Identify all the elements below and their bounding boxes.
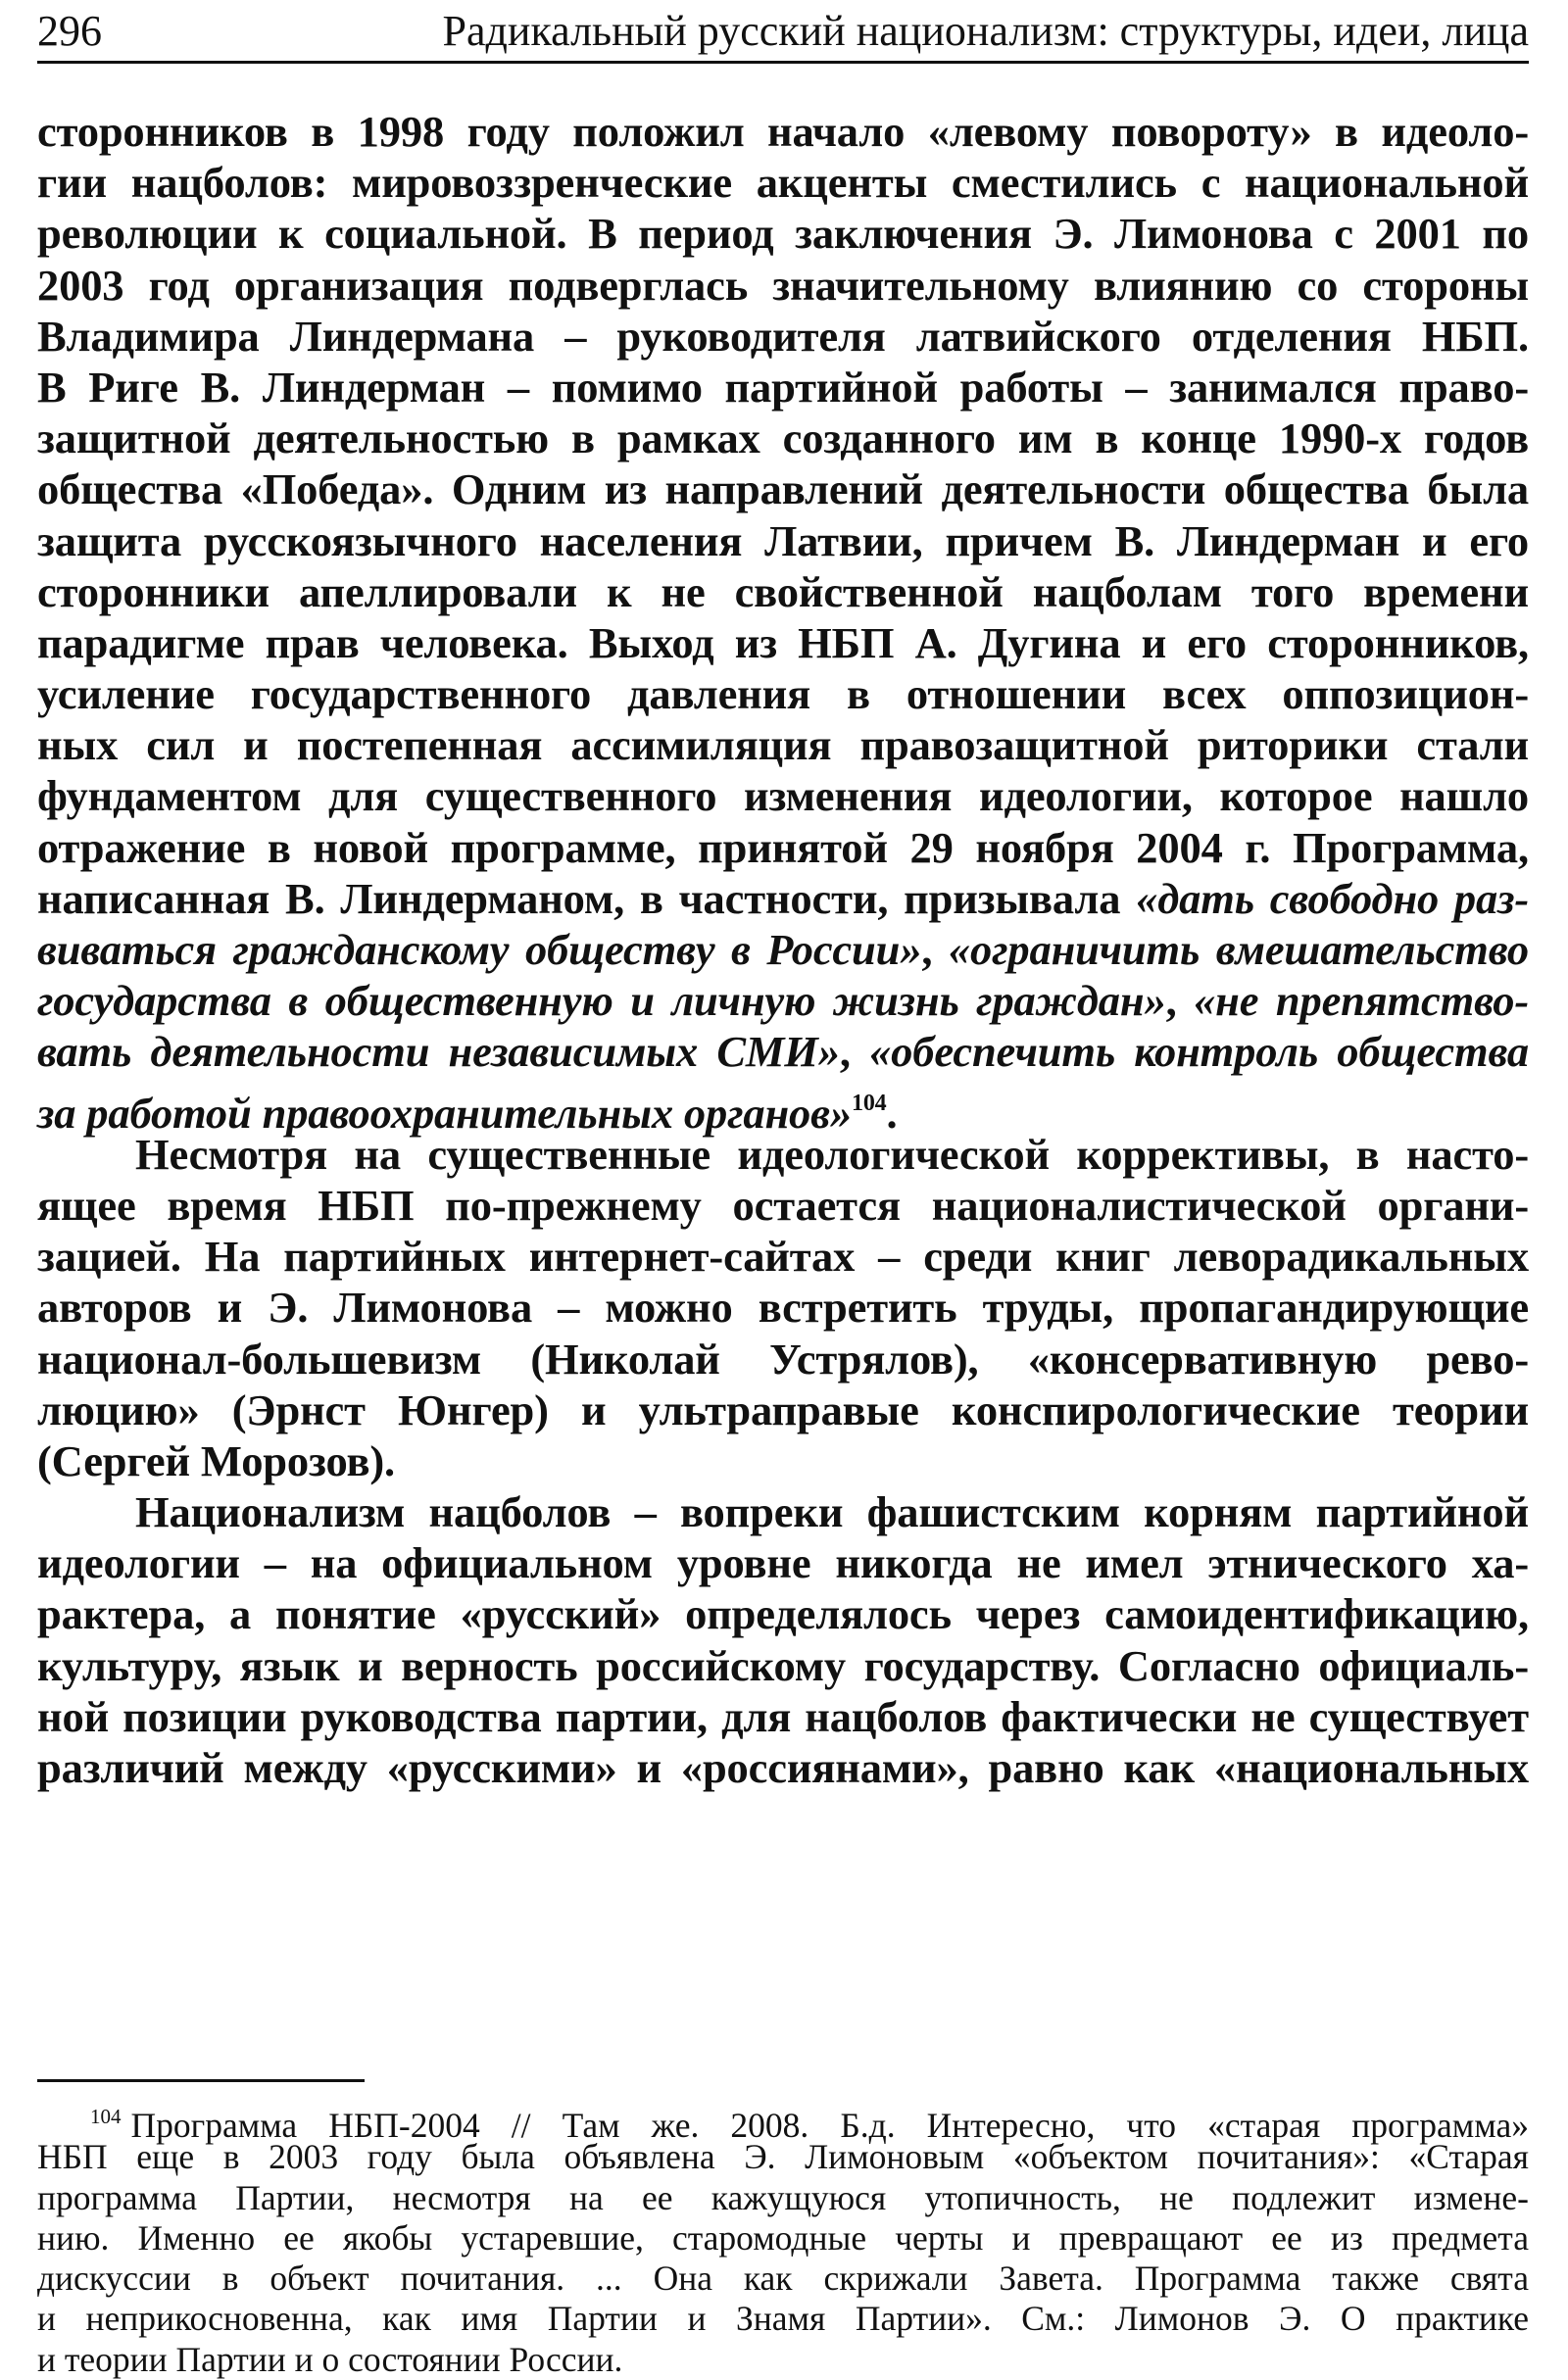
paragraph-3 (37, 1486, 1529, 1793)
text-line: сторонники апеллировали к не свойственной нацболам того времени (37, 566, 1529, 616)
text-line: сторонников в 1998 году положил начало «левому повороту» в идеоло- (37, 107, 1529, 156)
running-header (37, 2, 1529, 64)
text-line: и неприкосновенна, как имя Партии и Знамя Партии». См.: Лимонов Э. О практике (37, 2299, 1529, 2339)
text-line (37, 1078, 1529, 1138)
text-line (37, 2097, 1529, 2145)
text-line: Национализм нацболов – вопреки фашистским корням партийной (135, 1487, 1529, 1537)
text-line: общества «Победа». Одним из направлений деятельности общества была (37, 464, 1529, 514)
footnote-number: 104 (90, 2105, 122, 2128)
separator: , (1165, 976, 1195, 1026)
text-line: зацией. На партийных интернет-сайтах – среди книг леворадикальных (37, 1232, 1529, 1282)
quote-text: виваться гражданскому обществу в России» (37, 925, 922, 974)
separator: , (921, 925, 949, 974)
text-line: парадигме прав человека. Выход из НБП А. Дугина и его сторонников, (37, 617, 1529, 667)
text-line (37, 924, 1529, 975)
text-line: усиление государственного давления в отношении всех оппозицион- (37, 669, 1529, 719)
quote-text: государства в общественную и личную жизнь граждан» (37, 976, 1166, 1026)
quote-text: за работой правоохранительных органов» (37, 1088, 852, 1138)
text-line: культуру, язык и верность российскому государству. Согласно официаль- (37, 1640, 1529, 1690)
text-line: ящее время НБП по-прежнему остается националистической органи- (37, 1180, 1529, 1230)
text-line: дискуссии в объект почитания. ... Она как скрижали Завета. Программа также свята (37, 2259, 1529, 2299)
quote-text: «не препятство- (1194, 976, 1529, 1026)
text-line: авторов и Э. Лимонова – можно встретить труды, пропагандирующие (37, 1283, 1529, 1333)
text-line: отражение в новой программе, принятой 29 ноября 2004 г. Программа, (37, 822, 1529, 872)
text-line: В Риге В. Линдерман – помимо партийной работы – занимался право- (37, 362, 1529, 412)
footnote-reference[interactable]: 104 (851, 1090, 887, 1116)
text-line: НБП еще в 2003 году была объявлена Э. Лимоновым «объектом почитания»: «Старая (37, 2137, 1529, 2177)
text-line: гии нацболов: мировоззренческие акценты сместились с национальной (37, 158, 1529, 208)
footnote-divider (37, 2079, 365, 2082)
text-line (37, 1026, 1529, 1077)
period: . (886, 1088, 898, 1138)
main-text (37, 106, 1529, 1793)
footnote-text: Программа НБП-2004 // Там же. 2008. Б.д. Интересно, что «старая программа» (130, 2106, 1529, 2145)
text-line: фундаментом для существенного изменения идеологии, которое нашло (37, 771, 1529, 821)
text-line: различий между «русскими» и «россиянами», равно как «национальных (37, 1743, 1529, 1792)
text-line: идеологии – на официальном уровне никогда не имел этнического ха- (37, 1538, 1529, 1588)
text-line: защитной деятельностью в рамках созданного им в конце 1990-х годов (37, 413, 1529, 463)
quote-text: «обеспечить контроль общества (869, 1027, 1529, 1077)
text-line (37, 873, 1529, 924)
text-line: (Сергей Морозов). (37, 1435, 395, 1485)
quote-text: вать деятельности независимых СМИ» (37, 1027, 840, 1077)
running-title: Радикальный русский национализм: структуры, идеи, лица (442, 7, 1529, 55)
text-line: программа Партии, несмотря на ее кажущуюся утопичность, не подлежит измене- (37, 2177, 1529, 2217)
paragraph-1 (37, 106, 1529, 1138)
text-line (37, 975, 1529, 1026)
page-number: 296 (37, 7, 102, 55)
text-line: и теории Партии и о состоянии России. (37, 2339, 623, 2379)
footnote-104 (37, 2097, 1529, 2380)
text-line: рактера, а понятие «русский» определялось через самоидентификацию, (37, 1589, 1529, 1639)
text-line: защита русскоязычного населения Латвии, причем В. Линдерман и его (37, 515, 1529, 565)
quote-text: «ограничить вмешательство (948, 925, 1529, 974)
paragraph-2 (37, 1129, 1529, 1486)
text-line: Несмотря на существенные идеологической коррективы, в насто- (135, 1129, 1529, 1179)
text-line: ной позиции руководства партии, для нацболов фактически не существует (37, 1691, 1529, 1741)
text-line: национал-большевизм (Николай Устрялов), «консервативную рево- (37, 1334, 1529, 1384)
text-line: Владимира Линдермана – руководителя латвийского отделения НБП. (37, 311, 1529, 361)
text-line: революции к социальной. В период заключения Э. Лимонова с 2001 по (37, 209, 1529, 259)
text-line: люцию» (Эрнст Юнгер) и ультраправые конспирологические теории (37, 1384, 1529, 1434)
text-line: нию. Именно ее якобы устаревшие, старомодные черты и превращают ее из предмета (37, 2217, 1529, 2258)
quote-text: «дать свободно раз- (1136, 873, 1529, 923)
separator: , (839, 1027, 870, 1077)
plain-text: написанная В. Линдерманом, в частности, призывала (37, 873, 1137, 923)
text-line: ных сил и постепенная ассимиляция правозащитной риторики стали (37, 720, 1529, 770)
text-line: 2003 год организация подверглась значительному влиянию со стороны (37, 260, 1529, 310)
